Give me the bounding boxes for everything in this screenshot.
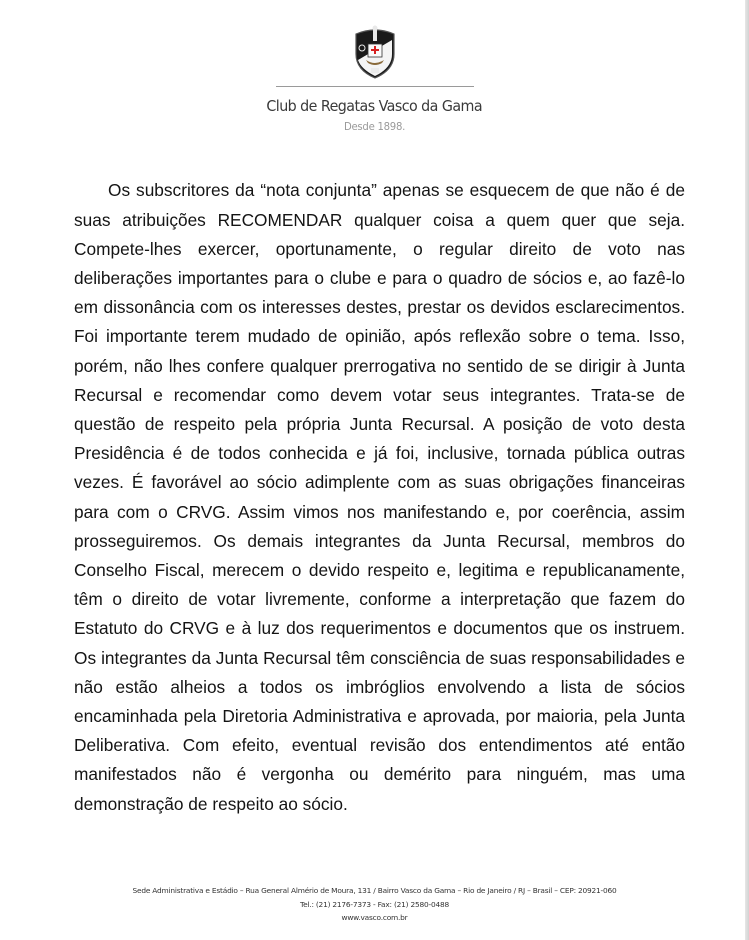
letterhead-divider — [276, 86, 474, 87]
letterhead — [0, 20, 749, 133]
club-name: Club de Regatas Vasco da Gama — [266, 97, 483, 115]
footer-address: Sede Administrativa e Estádio – Rua General Almério de Moura, 131 / Bairro Vasco da Gama – Rio de Janeiro / RJ – Brasil – CEP: 20921-060 — [132, 886, 617, 895]
club-founding-year: Desde 1898. — [343, 120, 406, 133]
footer-phones: Tel.: (21) 2176-7373 - Fax: (21) 2580-0488 — [300, 899, 449, 909]
page-edge-shadow — [745, 0, 749, 940]
vasco-crest-icon — [350, 20, 400, 80]
statement-paragraph: Os subscritores da “nota conjunta” apenas se esquecem de que não é de suas atribuições RECOMENDAR qualquer coisa a quem quer que seja. Compete-lhes exercer, oportunamente, o regular direito de voto nas deliberações importantes para o clube e para o quadro de sócios e, ao fazê-lo em dissonância com os interesses destes, prestar os devidos esclarecimentos. Foi importante terem mudado de opinião, após reflexão sobre o tema. Isso, porém, não lhes confere qualquer prerrogativa no sentido de se dirigir à Junta Recursal e recomendar como devem votar seus integrantes. Trata-se de questão de respeito pela própria Junta Recursal. A posição de voto desta Presidência é de todos conhecida e já foi, inclusive, tornada pública outras vezes. É favorável ao sócio adimplente com as suas obrigações financeiras para com o CRVG. Assim vimos nos manifestando e, por coerência, assim prosseguiremos. Os demais integrantes da Junta Recursal, membros do Conselho Fiscal, merecem o devido respeito e, legitima e republicanamente, têm o direito de votar livremente, conforme a interpretação que fazem do Estatuto do CRVG e à luz dos requerimentos e documentos que os instruem. Os integrantes da Junta Recursal têm consciência de suas responsabilidades e não estão alheios a todos os imbróglios envolvendo a lista de sócios encaminhada pela Diretoria Administrativa e aprovada, por maioria, pela Junta Deliberativa. Com efeito, eventual revisão dos entendimentos até então manifestados não é vergonha ou demérito para ninguém, mas uma demonstração de respeito ao sócio. — [74, 180, 685, 814]
letterhead-footer — [0, 884, 749, 925]
footer-website: www.vasco.com.br — [341, 913, 408, 923]
